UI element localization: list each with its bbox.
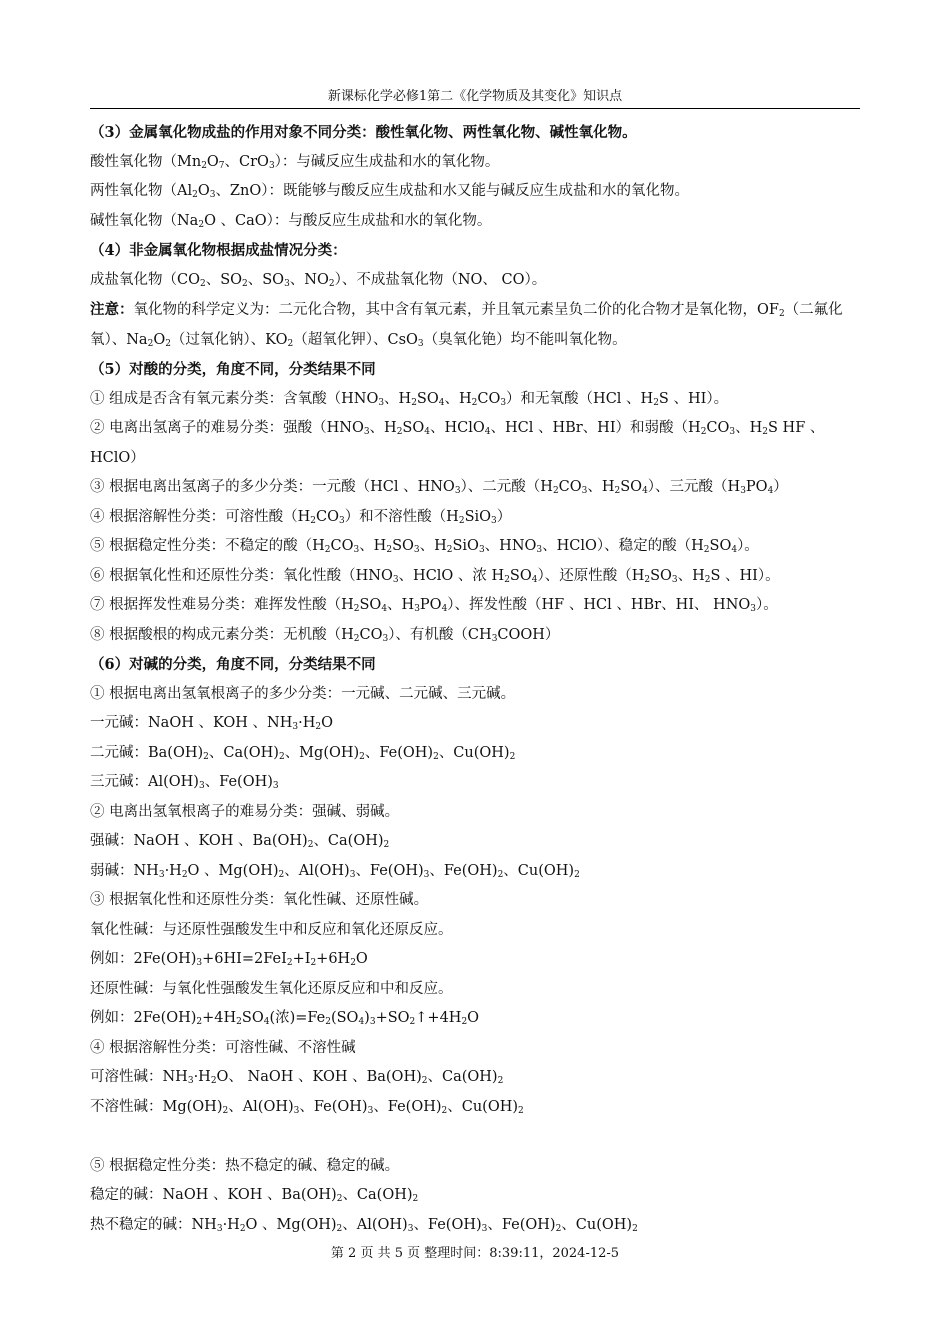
text-line: ④ 根据溶解性分类：可溶性酸$(H_2CO_3)$和不溶性酸$(H_2SiO_3)$ — [90, 508, 512, 526]
text-line: 二元碱：$Ba(OH)_2$、$Ca(OH)_2$、$Mg(OH)_2$、$Fe(OH)_2$、$Cu(OH)_2$ — [90, 744, 516, 762]
text-line: 三元碱：$Al(OH)_3$、$Fe(OH)_3$ — [90, 774, 279, 792]
text-line: ③ 根据氧化性和还原性分类：氧化性碱、还原性碱。 — [90, 892, 429, 908]
text-line: 热不稳定的碱：$NH_3\cdot H_2O$ 、$Mg(OH)_2$、$Al(OH)_3$、$Fe(OH)_3$、$Fe(OH)_2$、$Cu(OH)_2$ — [90, 1216, 638, 1234]
section-heading: （6）对碱的分类，角度不同，分类结果不同 — [90, 656, 376, 673]
text-line: 两性氧化物（$Al_2O_3$、ZnO）：既能够与酸反应生成盐和水又能与碱反应生成盐和水的氧化物。 — [90, 183, 689, 201]
text-line: ⑤ 根据稳定性分类：不稳定的酸（$H_2CO_3$、$H_2SO_3$、$H_2SiO_3$、$HNO_3$、HClO）、稳定的酸$(H_2SO_4)$。 — [90, 538, 759, 556]
text-line: 一元碱：NaOH 、KOH 、$NH_3\cdot H_2O$ — [90, 715, 333, 733]
text-line: 碱性氧化物（$Na_2O$ 、CaO）：与酸反应生成盐和水的氧化物。 — [90, 212, 492, 230]
text-line: 酸性氧化物（$Mn_2O_7$、CrO$_3$）：与碱反应生成盐和水的氧化物。 — [90, 153, 500, 171]
text-line: ⑥ 根据氧化性和还原性分类：氧化性酸（$HNO_3$、HClO 、浓 $H_2SO_4$）、还原性酸（$H_2SO_3$、$H_2S$ 、HI）。 — [90, 567, 780, 585]
section-heading: （4）非金属氧化物根据成盐情况分类： — [90, 242, 347, 259]
section-heading: （3）金属氧化物成盐的作用对象不同分类：酸性氧化物、两性氧化物、碱性氧化物。 — [90, 124, 637, 141]
text-line: 稳定的碱：NaOH 、KOH 、$Ba(OH)_2$、$Ca(OH)_2$ — [90, 1187, 419, 1205]
page-header: 新课标化学必修1第二《化学物质及其变化》知识点 — [327, 89, 623, 104]
text-line: 还原性碱：与氧化性强酸发生氧化还原反应和中和反应。 — [90, 980, 453, 997]
section-heading: （5）对酸的分类，角度不同，分类结果不同 — [90, 361, 376, 378]
text-line: 成盐氧化物（$CO_2$、$SO_2$、$SO_3$、$NO_2$）、不成盐氧化物（NO、 CO）。 — [90, 271, 547, 289]
text-line: ⑦ 根据挥发性难易分类：难挥发性酸（$H_2SO_4$、$H_3PO_4$）、挥发性酸（HF 、HCl 、HBr、HI、 $HNO_3$）。 — [90, 597, 778, 615]
text-line: ⑧ 根据酸根的构成元素分类：无机酸$(H_2CO_3)$、有机酸$(CH_3COOH)$ — [90, 626, 560, 644]
text-line: 例如：$2Fe(OH)_2+4H_2SO_4$(浓)$=Fe_2(SO_4)_3+SO_2↑+4H_2O$ — [90, 1010, 480, 1028]
text-line: ⑤ 根据稳定性分类：热不稳定的碱、稳定的碱。 — [90, 1157, 400, 1174]
text-line: ③ 根据电离出氢离子的多少分类：一元酸（HCl 、$HNO_3$）、二元酸（$H_2CO_3$、$H_2SO_4$）、三元酸$(H_3PO_4)$ — [90, 479, 788, 497]
text-line: ② 电离出氢离子的难易分类：强酸（$HNO_3$、$H_2SO_4$、HClO$_4$、HCl 、HBr、HI）和弱酸（$H_2CO_3$、$H_2S$ HF 、HClO） — [90, 420, 825, 466]
text-line: 注意：氧化物的科学定义为：二元化合物，其中含有氧元素，并且氧元素呈负二价的化合物才是氧化物，$OF_2$（二氟化氧）、$Na_2O_2$（过氧化钠）、$KO_2$（超氧化钾）、CsO$_3$（臭氧化铯）均不能叫氧化物。 — [90, 301, 843, 349]
text-line: ④ 根据溶解性分类：可溶性碱、不溶性碱 — [90, 1039, 356, 1056]
text-line: ① 组成是否含有氧元素分类：含氧酸（$HNO_3$、$H_2SO_4$、$H_2CO_3$）和无氧酸（HCl 、$H_2S$ 、HI）。 — [90, 390, 729, 408]
text-line: 强碱：NaOH 、KOH 、$Ba(OH)_2$、$Ca(OH)_2$ — [90, 833, 390, 851]
blank-line — [90, 1122, 865, 1152]
text-line: 例如：$2Fe(OH)_3+6HI=2FeI_2+I_2+6H_2O$ — [90, 951, 368, 969]
text-line: ① 根据电离出氢氧根离子的多少分类：一元碱、二元碱、三元碱。 — [90, 685, 516, 702]
text-line: 不溶性碱：$Mg(OH)_2$、$Al(OH)_3$、$Fe(OH)_3$、$Fe(OH)_2$、$Cu(OH)_2$ — [90, 1098, 524, 1116]
header-rule — [90, 108, 860, 109]
text-line: 弱碱：$NH_3\cdot H_2O$ 、$Mg(OH)_2$、$Al(OH)_3$、$Fe(OH)_3$、$Fe(OH)_2$、$Cu(OH)_2$ — [90, 862, 580, 880]
text-line: ② 电离出氢氧根离子的难易分类：强碱、弱碱。 — [90, 803, 400, 820]
page-footer: 第 2 页 共 5 页 整理时间：8:39:11，2024-12-5 — [330, 1246, 620, 1261]
document-body — [90, 118, 865, 1240]
text-line: 氧化性碱：与还原性强酸发生中和反应和氧化还原反应。 — [90, 921, 453, 938]
text-line: 可溶性碱：$NH_3\cdot H_2O$、 NaOH 、KOH 、$Ba(OH)_2$、$Ca(OH)_2$ — [90, 1069, 504, 1087]
